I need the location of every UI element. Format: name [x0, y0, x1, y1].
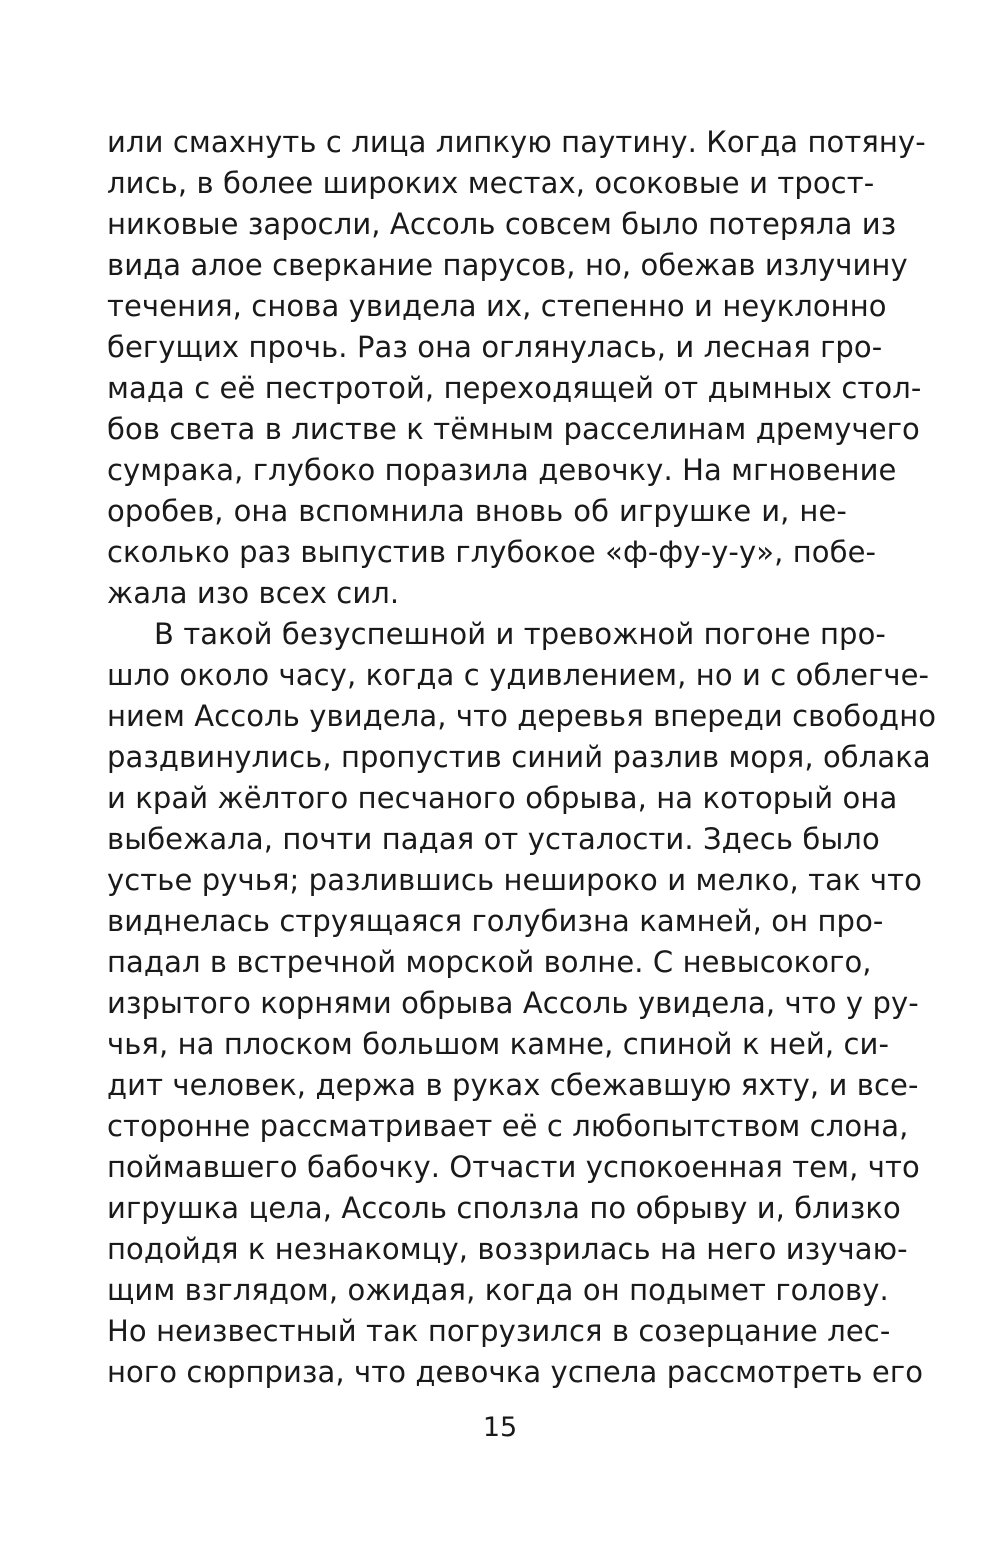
text-line: бегущих прочь. Раз она оглянулась, и лесная гро- [107, 330, 883, 364]
text-line: падал в встречной морской волне. С невысокого, [107, 945, 872, 979]
text-line: раздвинулись, пропустив синий разлив моря, облака [107, 740, 931, 774]
text-line: или смахнуть с лица липкую паутину. Когда потяну- [107, 125, 926, 159]
text-line: шло около часу, когда с удивлением, но и с облегче- [107, 658, 930, 692]
body-text [107, 122, 937, 1393]
text-line: сторонне рассматривает её с любопытством слона, [107, 1109, 909, 1143]
text-line: подойдя к незнакомцу, воззрилась на него изучаю- [107, 1232, 908, 1266]
text-line: бов света в листве к тёмным расселинам дремучего [107, 412, 920, 446]
text-line: Но неизвестный так погрузился в созерцание лес- [107, 1314, 891, 1348]
text-line: сколько раз выпустив глубокое «ф-фу-у-у», побе- [107, 535, 877, 569]
paragraph [107, 122, 926, 614]
text-line: никовые заросли, Ассоль совсем было потеряла из [107, 207, 897, 241]
text-line: щим взглядом, ожидая, когда он подымет голову. [107, 1273, 889, 1307]
text-line: оробев, она вспомнила вновь об игрушке и, не- [107, 494, 847, 528]
text-line: устье ручья; разлившись неширoко и мелко, так что [107, 863, 922, 897]
text-line: выбежала, почти падая от усталости. Здесь было [107, 822, 880, 856]
page-number: 15 [482, 1412, 518, 1443]
text-line: виднелась струящаяся голубизна камней, он про- [107, 904, 884, 938]
text-line: вида алое сверкание парусов, но, обежав излучину [107, 248, 908, 282]
text-line: чья, на плоском большом камне, спиной к ней, си- [107, 1027, 890, 1061]
text-line: поймавшего бабочку. Отчасти успокоенная тем, что [107, 1150, 920, 1184]
text-line: сумрака, глубоко поразила девочку. На мгновение [107, 453, 897, 487]
text-line: изрытого корнями обрыва Ассоль увидела, что у ру- [107, 986, 919, 1020]
text-line: мада с её пестротой, переходящей от дымных стол- [107, 371, 922, 405]
text-line: В такой безуспешной и тревожной погоне про- [154, 617, 886, 651]
text-line: нием Ассоль увидела, что деревья впереди свободно [107, 699, 937, 733]
text-line: ного сюрприза, что девочка успела рассмотреть его [107, 1355, 924, 1389]
paragraph [107, 614, 937, 1393]
text-line: дит человек, держа в руках сбежавшую яхту, и все- [107, 1068, 919, 1102]
text-line: лись, в более широких местах, осоковые и трост- [107, 166, 875, 200]
text-line: и край жёлтого песчаного обрыва, на который она [107, 781, 898, 815]
text-line: жала изо всех сил. [107, 576, 400, 610]
text-line: игрушка цела, Ассоль сползла по обрыву и, близко [107, 1191, 901, 1225]
text-line: течения, снова увидела их, степенно и неуклонно [107, 289, 887, 323]
